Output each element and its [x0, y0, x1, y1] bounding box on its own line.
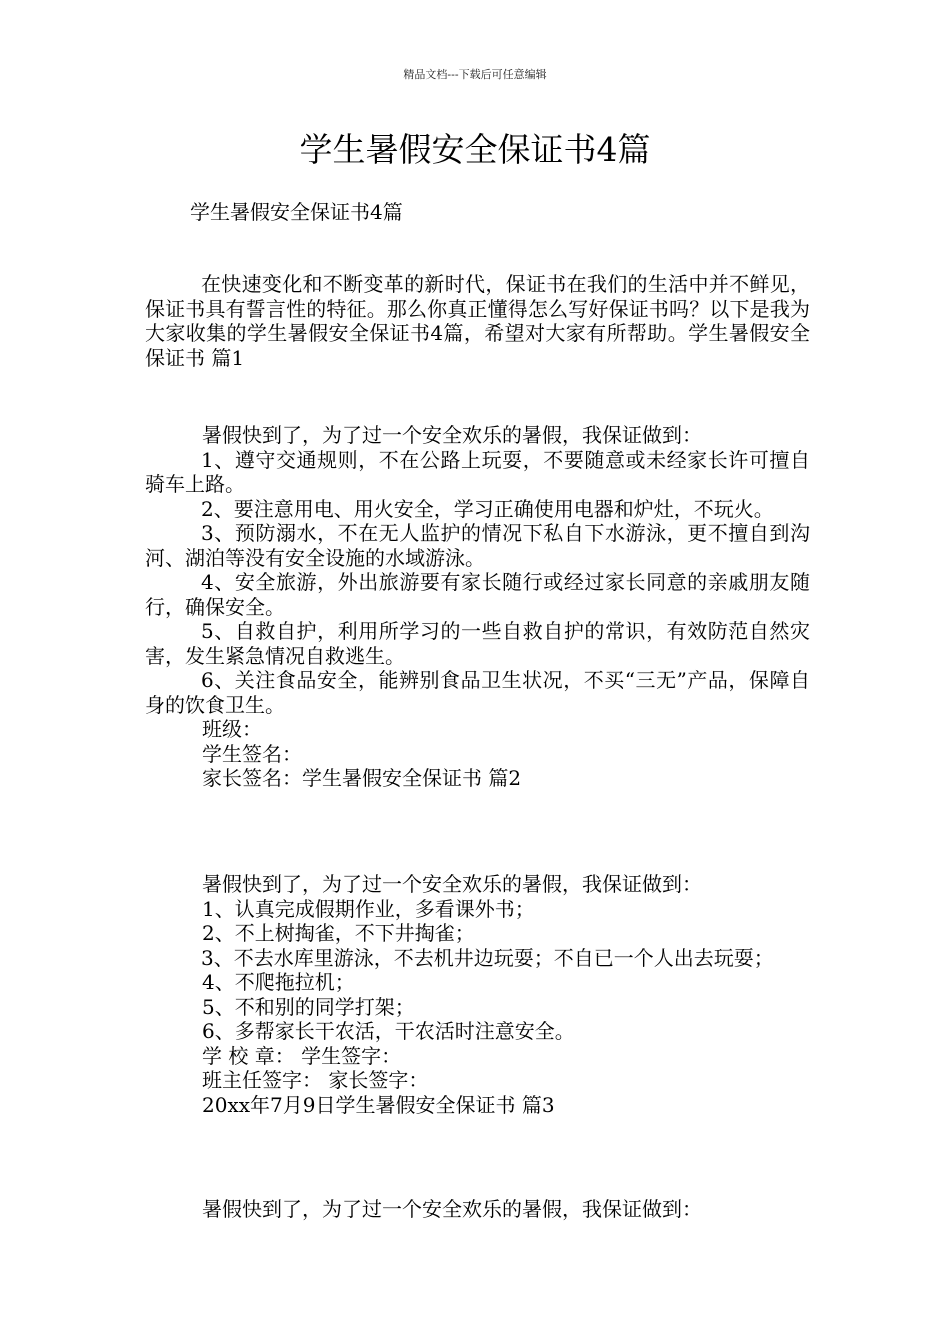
intro-block	[145, 272, 810, 370]
section-1-item: 5、自救自护，利用所学习的一些自救自护的常识，有效防范自然灾害，发生紧急情况自救逃生。	[145, 619, 810, 668]
section-3	[145, 1197, 810, 1222]
document-title: 学生暑假安全保证书4篇	[299, 130, 651, 169]
section-1-lead: 暑假快到了，为了过一个安全欢乐的暑假，我保证做到：	[202, 423, 702, 447]
section-1-item: 3、预防溺水，不在无人监护的情况下私自下水游泳，更不擅自到沟河、湖泊等没有安全设施的水域游泳。	[145, 521, 810, 570]
section-2-item: 2、不上树掏雀，不下井掏雀；	[202, 921, 475, 945]
section-2-lead: 暑假快到了，为了过一个安全欢乐的暑假，我保证做到：	[202, 872, 702, 896]
parent-signature-label: 家长签名：学生暑假安全保证书 篇2	[202, 766, 522, 790]
student-signature-label: 学生签名：	[202, 741, 302, 766]
section-1-item: 2、要注意用电、用火安全，学习正确使用电器和炉灶，不玩火。	[201, 496, 774, 521]
school-seal-line: 学 校 章： 学生签字：	[202, 1043, 402, 1068]
section-2-item: 5、不和别的同学打架；	[202, 994, 415, 1019]
section-1	[145, 423, 810, 791]
header-note: 精品文档---下载后可任意编辑	[403, 68, 547, 81]
teacher-signature-line: 班主任签字： 家长签字：	[202, 1068, 429, 1092]
section-3-lead: 暑假快到了，为了过一个安全欢乐的暑假，我保证做到：	[202, 1197, 702, 1221]
section-2-item: 1、认真完成假期作业，多看课外书；	[202, 896, 535, 921]
section-2-item: 4、不爬拖拉机；	[202, 970, 355, 994]
section-1-item: 6、关注食品安全，能辨别食品卫生状况，不买“三无”产品，保障自身的饮食卫生。	[145, 668, 810, 717]
section-1-item: 4、安全旅游，外出旅游要有家长随行或经过家长同意的亲戚朋友随行，确保安全。	[145, 570, 810, 619]
date-line: 20xx年7月9日学生暑假安全保证书 篇3	[202, 1092, 555, 1117]
section-2-item: 3、不去水库里游泳，不去机井边玩耍；不自已一个人出去玩耍；	[201, 945, 774, 970]
section-1-item: 1、遵守交通规则，不在公路上玩耍，不要随意或未经家长许可擅自骑车上路。	[145, 447, 810, 496]
section-2-item: 6、多帮家长干农活，干农活时注意安全。	[202, 1019, 575, 1043]
section-2	[145, 872, 810, 1117]
class-label: 班级：	[202, 717, 262, 741]
document-subtitle: 学生暑假安全保证书4篇	[190, 200, 403, 224]
intro-paragraph: 在快速变化和不断变革的新时代，保证书在我们的生活中并不鲜见，保证书具有誓言性的特征。那么你真正懂得怎么写好保证书吗？以下是我为大家收集的学生暑假安全保证书4篇，希望对大家有所帮助。学生暑假安全保证书 篇1	[145, 272, 810, 370]
